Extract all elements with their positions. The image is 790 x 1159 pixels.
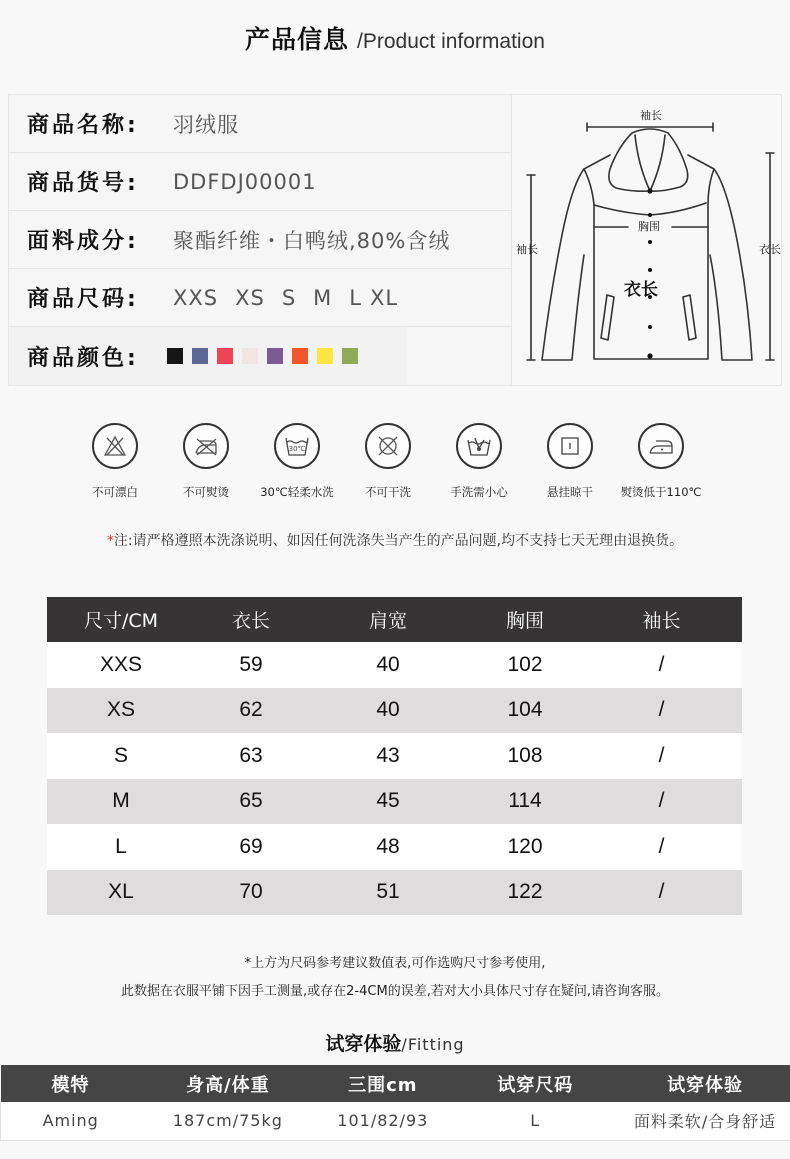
care-label: 不可熨烫	[183, 485, 229, 499]
info-row-colors	[9, 327, 407, 385]
disclaimer-line: 此数据在衣服平铺下因手工测量,或存在2-4CM的误差,若对大小具体尺寸存在疑问,请咨询客服。	[121, 984, 669, 999]
info-row-name	[9, 95, 511, 153]
column-header: 三围cm	[315, 1065, 450, 1102]
table-cell: 面料柔软/合身舒适	[620, 1102, 790, 1140]
fitting-table	[0, 1065, 790, 1141]
table-cell: 43	[307, 733, 469, 779]
table-row	[47, 642, 742, 688]
size-option: L	[349, 285, 362, 310]
size-chart-header	[47, 597, 742, 642]
table-cell: /	[581, 733, 742, 779]
no-iron-icon	[183, 423, 229, 469]
table-cell: 108	[469, 733, 581, 779]
size-options	[173, 286, 415, 310]
diagram-label-chest: 胸围	[638, 220, 660, 233]
table-cell: 63	[195, 733, 307, 779]
care-item-hang-dry	[525, 423, 615, 500]
page-title-en: /Product information	[357, 30, 545, 53]
size-option: XS	[235, 285, 265, 310]
diagram-label-right: 衣长	[759, 243, 781, 256]
table-cell: 69	[195, 824, 307, 870]
column-header: 肩宽	[307, 597, 469, 642]
care-label: 悬挂晾干	[547, 485, 593, 499]
color-swatch	[317, 348, 333, 364]
table-cell: 114	[469, 779, 581, 825]
size-option: M	[313, 285, 333, 310]
table-cell: /	[581, 688, 742, 734]
table-cell: L	[47, 824, 195, 870]
care-item-wash-30	[252, 423, 342, 500]
table-cell: 187cm/75kg	[140, 1102, 315, 1140]
info-label: 面料成分:	[27, 229, 139, 254]
page-title	[0, 20, 790, 56]
info-value: 聚酯纤维・白鸭绒,80%含绒	[173, 228, 451, 253]
info-row-material	[9, 211, 511, 269]
table-cell: 102	[469, 642, 581, 688]
column-header: 袖长	[581, 597, 742, 642]
table-cell: 48	[307, 824, 469, 870]
size-option: XXS	[173, 285, 219, 310]
column-header: 衣长	[195, 597, 307, 642]
color-swatch	[292, 348, 308, 364]
product-info-panel	[8, 94, 782, 386]
table-cell: /	[581, 779, 742, 825]
fitting-title-en: /Fitting	[401, 1035, 465, 1054]
table-cell: L	[450, 1102, 620, 1140]
info-value: DDFDJ00001	[173, 169, 317, 194]
jacket-outline-icon	[512, 95, 782, 385]
care-label: 不可漂白	[92, 485, 138, 499]
table-cell: 40	[307, 642, 469, 688]
table-cell: 45	[307, 779, 469, 825]
color-swatch	[217, 348, 233, 364]
table-cell: M	[47, 779, 195, 825]
diagram-label-top: 袖长	[640, 109, 662, 122]
size-chart-table	[47, 597, 742, 915]
color-swatch	[342, 348, 358, 364]
column-header: 试穿尺码	[450, 1065, 620, 1102]
info-label: 商品名称:	[27, 113, 139, 138]
color-swatch	[267, 348, 283, 364]
color-swatch	[192, 348, 208, 364]
table-cell: 101/82/93	[315, 1102, 450, 1140]
table-cell: XXS	[47, 642, 195, 688]
care-item-no-dry-clean	[343, 423, 433, 500]
disclaimer-line: *上方为尺码参考建议数值表,可作选购尺寸参考使用,	[244, 956, 546, 971]
care-instructions	[80, 423, 720, 503]
table-cell: S	[47, 733, 195, 779]
table-row	[47, 688, 742, 734]
fitting-title-cn: 试穿体验	[325, 1033, 402, 1055]
table-row	[47, 824, 742, 870]
care-item-hand-wash	[434, 423, 524, 500]
hand-wash-icon	[456, 423, 502, 469]
column-header: 胸围	[469, 597, 581, 642]
table-cell: Aming	[1, 1102, 141, 1140]
page-title-cn: 产品信息	[245, 25, 350, 54]
iron-low-icon	[638, 423, 684, 469]
table-cell: 59	[195, 642, 307, 688]
column-header: 试穿体验	[620, 1065, 790, 1102]
table-cell: 70	[195, 870, 307, 916]
wash-30-icon	[274, 423, 320, 469]
fitting-header	[1, 1065, 790, 1102]
table-cell: XS	[47, 688, 195, 734]
no-dry-clean-icon	[365, 423, 411, 469]
info-label: 商品尺码:	[27, 287, 139, 312]
table-row	[1, 1102, 790, 1140]
size-option: XL	[370, 285, 399, 310]
table-cell: 122	[469, 870, 581, 916]
color-swatch	[167, 348, 183, 364]
table-cell: 104	[469, 688, 581, 734]
info-value: 羽绒服	[173, 112, 239, 137]
column-header: 模特	[1, 1065, 141, 1102]
diagram-label-left: 袖长	[516, 243, 538, 256]
table-row	[47, 779, 742, 825]
size-option: S	[281, 285, 297, 310]
info-row-sku	[9, 153, 511, 211]
info-label: 商品颜色:	[27, 345, 139, 371]
care-label: 手洗需小心	[450, 485, 508, 499]
care-label: 熨烫低于110℃	[620, 485, 702, 499]
table-cell: 62	[195, 688, 307, 734]
note-asterisk: *	[106, 533, 114, 549]
care-item-no-bleach	[70, 423, 160, 500]
color-swatches	[167, 348, 358, 364]
product-info-list	[9, 95, 511, 385]
hang-dry-icon	[547, 423, 593, 469]
table-cell: /	[581, 824, 742, 870]
size-disclaimer	[0, 950, 790, 1006]
table-row	[47, 870, 742, 916]
fitting-title	[0, 1029, 790, 1056]
table-cell: 120	[469, 824, 581, 870]
jacket-measurement-diagram	[511, 95, 781, 385]
table-cell: 40	[307, 688, 469, 734]
svg-text:30℃: 30℃	[288, 445, 306, 453]
diagram-label-center: 衣长	[624, 280, 658, 300]
column-header: 尺寸/CM	[47, 597, 195, 642]
note-text: 注:请严格遵照本洗涤说明、如因任何洗涤失当产生的产品问题,均不支持七天无理由退换货。	[113, 533, 684, 549]
info-label: 商品货号:	[27, 171, 139, 196]
care-label: 不可干洗	[365, 485, 411, 499]
table-cell: /	[581, 870, 742, 916]
table-cell: 51	[307, 870, 469, 916]
care-item-no-iron	[161, 423, 251, 500]
info-row-sizes	[9, 269, 511, 327]
table-cell: 65	[195, 779, 307, 825]
care-label: 30℃轻柔水洗	[260, 485, 334, 499]
column-header: 身高/体重	[140, 1065, 315, 1102]
table-cell: /	[581, 642, 742, 688]
care-item-iron-low	[616, 423, 706, 500]
color-swatch	[242, 348, 258, 364]
table-cell: XL	[47, 870, 195, 916]
washing-note	[0, 530, 790, 550]
table-row	[47, 733, 742, 779]
no-bleach-icon	[92, 423, 138, 469]
